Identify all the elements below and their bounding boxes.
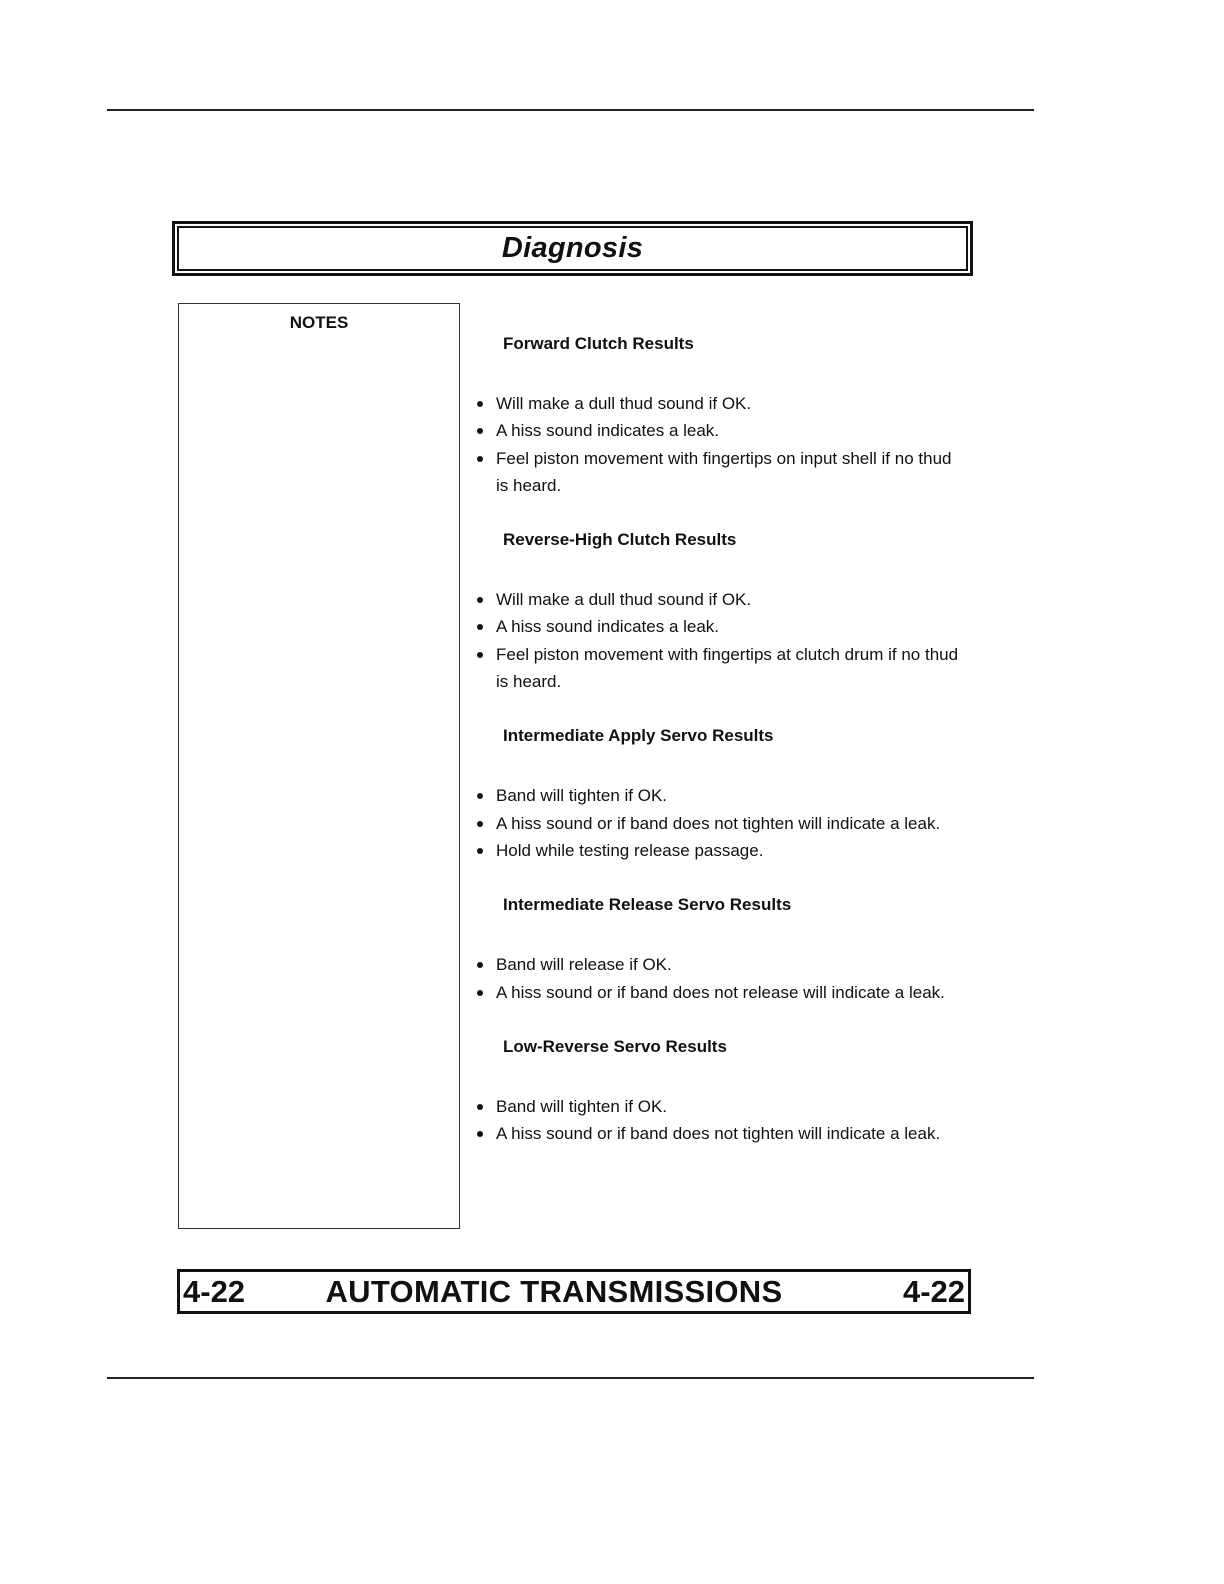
footer-banner <box>177 1269 971 1314</box>
bullet-list <box>474 390 964 499</box>
section-heading: Intermediate Release Servo Results <box>503 895 792 915</box>
section-reverse-high-clutch <box>474 526 964 695</box>
list-item: A hiss sound or if band does not release will indicate a leak. <box>474 979 964 1006</box>
section-heading: Reverse-High Clutch Results <box>503 530 737 550</box>
list-item: Hold while testing release passage. <box>474 837 964 864</box>
list-item: Feel piston movement with fingertips on input shell if no thud is heard. <box>474 445 964 500</box>
section-heading: Intermediate Apply Servo Results <box>503 726 774 746</box>
list-item: A hiss sound indicates a leak. <box>474 417 964 444</box>
bullet-list <box>474 1093 964 1148</box>
list-item: Band will tighten if OK. <box>474 782 964 809</box>
notes-label: NOTES <box>289 313 349 332</box>
bullet-list <box>474 951 964 1006</box>
footer-title: AUTOMATIC TRANSMISSIONS <box>325 1273 783 1309</box>
page-number-right: 4-22 <box>902 1273 965 1309</box>
list-item: Will make a dull thud sound if OK. <box>474 586 964 613</box>
page-title: Diagnosis <box>501 232 644 264</box>
bottom-rule <box>107 1377 1034 1379</box>
content-column <box>474 330 964 1174</box>
list-item: Will make a dull thud sound if OK. <box>474 390 964 417</box>
notes-box <box>178 303 460 1229</box>
list-item: A hiss sound indicates a leak. <box>474 613 964 640</box>
list-item: Band will release if OK. <box>474 951 964 978</box>
section-heading: Low-Reverse Servo Results <box>503 1036 727 1056</box>
list-item: A hiss sound or if band does not tighten will indicate a leak. <box>474 810 964 837</box>
title-banner-inner <box>177 226 968 271</box>
list-item: Band will tighten if OK. <box>474 1093 964 1120</box>
section-forward-clutch <box>474 330 964 499</box>
title-banner <box>172 221 973 276</box>
section-heading: Forward Clutch Results <box>503 334 694 353</box>
section-low-reverse-servo <box>474 1033 964 1148</box>
list-item: A hiss sound or if band does not tighten will indicate a leak. <box>474 1120 964 1147</box>
page-number-left: 4-22 <box>183 1273 246 1309</box>
top-rule <box>107 109 1034 111</box>
section-intermediate-apply-servo <box>474 722 964 864</box>
list-item: Feel piston movement with fingertips at clutch drum if no thud is heard. <box>474 641 964 696</box>
section-intermediate-release-servo <box>474 891 964 1006</box>
bullet-list <box>474 782 964 864</box>
bullet-list <box>474 586 964 695</box>
